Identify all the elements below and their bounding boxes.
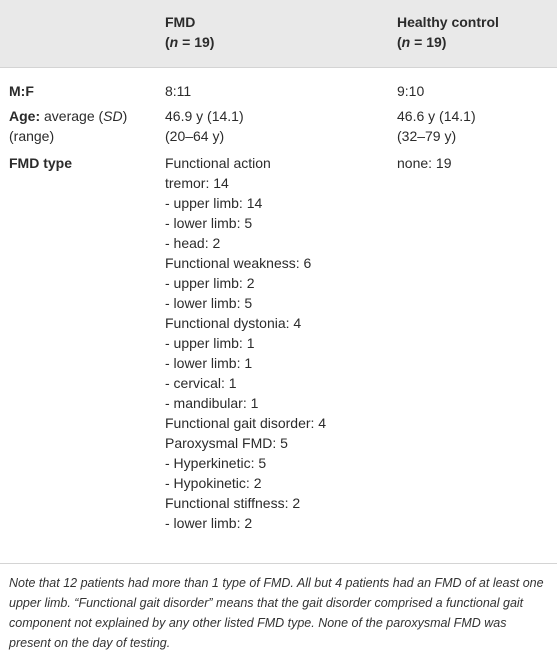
- list-item: - head: 2: [165, 235, 221, 251]
- header-control-n: (n = 19): [397, 34, 447, 50]
- cell-control-fmd-type: none: 19: [397, 155, 452, 171]
- list-item: Functional dystonia: 4: [165, 315, 302, 331]
- header-fmd-n: (n = 19): [165, 34, 215, 50]
- header-control: [397, 12, 499, 52]
- list-item: - lower limb: 5: [165, 215, 253, 231]
- table-footnote: Note that 12 patients had more than 1 type of FMD. All but 4 patients had an FMD of at least one upper limb. “Functional gait disorder” means that the gait disorder comprised a functional gait component not explained by any other listed FMD type. None of the paroxysmal FMD was present on the day of testing.: [9, 576, 544, 650]
- list-item: Paroxysmal FMD: 5: [165, 435, 288, 451]
- list-item: - upper limb: 2: [165, 275, 255, 291]
- cell-control-age: 46.6 y (14.1) (32–79 y): [397, 108, 476, 144]
- cell-fmd-mf: 8:11: [165, 83, 192, 99]
- list-item: - upper limb: 14: [165, 195, 263, 211]
- list-item: tremor: 14: [165, 175, 229, 191]
- list-item: Functional weakness: 6: [165, 255, 312, 271]
- list-item: - Hyperkinetic: 5: [165, 455, 267, 471]
- row-label-fmd-type: FMD type: [9, 155, 72, 171]
- list-item: Functional stiffness: 2: [165, 495, 301, 511]
- header-fmd-title: FMD: [165, 14, 196, 30]
- table-header: [0, 0, 557, 68]
- list-item: - lower limb: 1: [165, 355, 253, 371]
- list-item: - lower limb: 5: [165, 295, 253, 311]
- header-fmd: [165, 12, 214, 52]
- list-item: - mandibular: 1: [165, 395, 259, 411]
- list-item: - lower limb: 2: [165, 515, 253, 531]
- cell-fmd-age: 46.9 y (14.1) (20–64 y): [165, 108, 244, 144]
- cell-fmd-type-list: [165, 153, 326, 533]
- cell-control-mf: 9:10: [397, 83, 425, 99]
- row-label-mf: M:F: [9, 83, 34, 99]
- list-item: Functional gait disorder: 4: [165, 415, 327, 431]
- list-item: - upper limb: 1: [165, 335, 255, 351]
- list-item: - cervical: 1: [165, 375, 237, 391]
- list-item: - Hypokinetic: 2: [165, 475, 262, 491]
- list-item: Functional action: [165, 155, 271, 171]
- table-body: [0, 68, 557, 564]
- header-control-title: Healthy control: [397, 14, 499, 30]
- row-label-age: Age: average (SD) (range): [9, 108, 128, 144]
